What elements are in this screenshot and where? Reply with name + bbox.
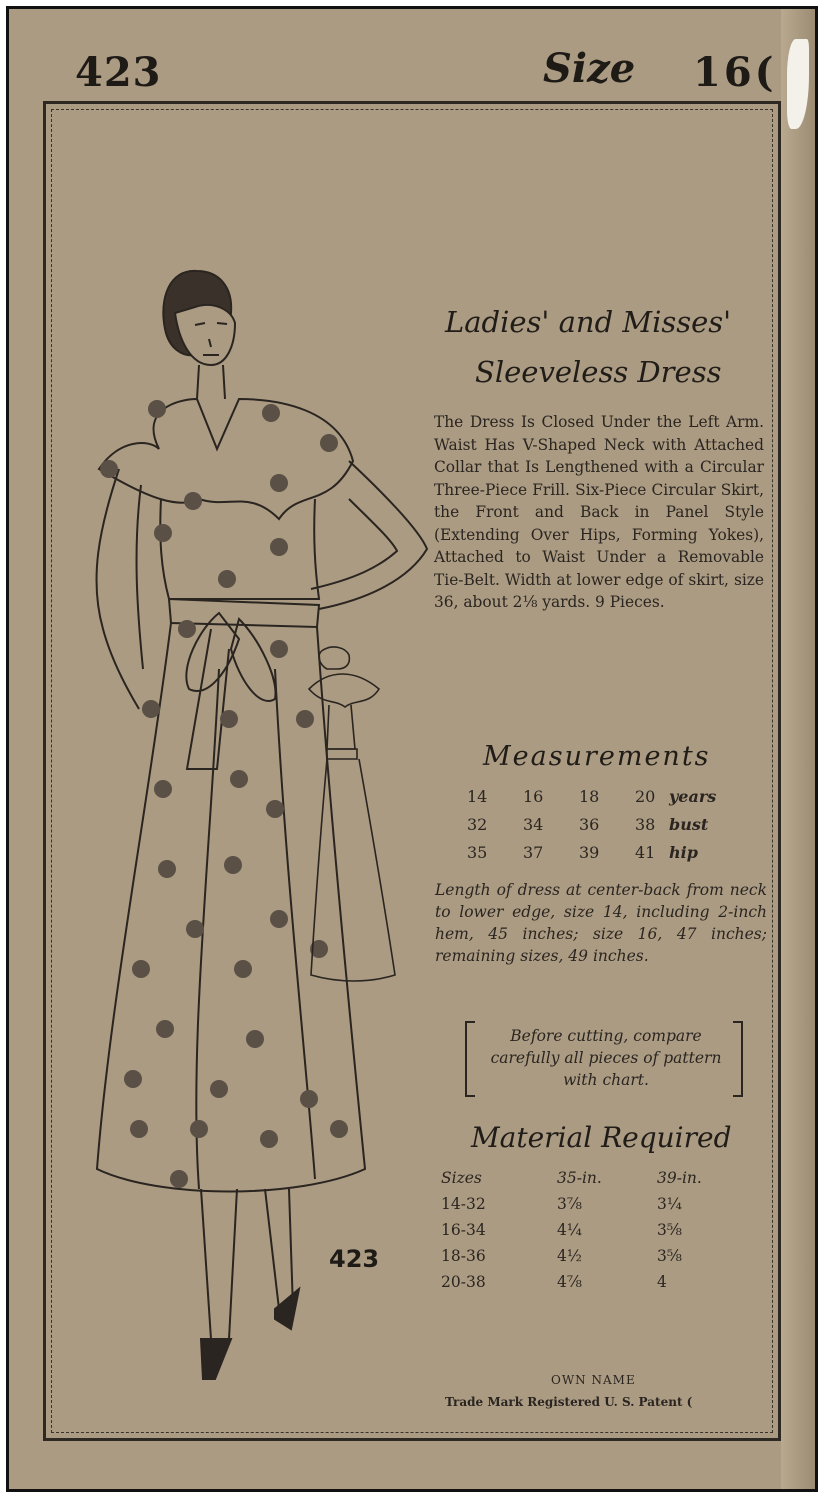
measurement-cell: 41 <box>635 842 656 862</box>
material-header: 35-in. <box>557 1169 602 1187</box>
material-cell: 20-38 <box>441 1273 486 1291</box>
measurement-cell: 37 <box>523 842 544 862</box>
material-row <box>441 1217 737 1243</box>
material-heading: Material Required <box>471 1121 732 1154</box>
cutting-note: Before cutting, compare carefully all pieces of pattern with chart. <box>490 1027 722 1089</box>
material-cell: 4¼ <box>557 1221 582 1239</box>
measurement-row <box>467 785 729 813</box>
length-note: Length of dress at center-back from neck to lower edge, size 14, including 2-inch hem, 45 inches; size 16, 47 inches; remaining sizes, 49 inches. <box>435 881 767 965</box>
pattern-description: The Dress Is Closed Under the Left Arm. Waist Has V-Shaped Neck with Attached Collar that Is Lengthened with a Circular Three-Piece Frill. Six-Piece Circular Skirt, the Front and Back in Panel Style (Extending Over Hips, Forming Yokes), Attached to Waist Under a Removable Tie-Belt. Width at lower edge of skirt, size 36, about 2⅛ yards. 9 Pieces. <box>434 413 764 611</box>
material-cell: 18-36 <box>441 1247 486 1265</box>
measurement-cell: 35 <box>467 842 488 862</box>
measurement-unit: bust <box>669 814 709 834</box>
title-line-2: Sleeveless Dress <box>475 355 722 389</box>
material-cell: 4 <box>657 1273 667 1291</box>
measurements-heading: Measurements <box>483 741 711 772</box>
material-cell: 16-34 <box>441 1221 486 1239</box>
material-cell: 3¼ <box>657 1195 682 1213</box>
measurement-cell: 16 <box>523 786 544 806</box>
trademark-label: Trade Mark Registered U. S. Patent ( <box>445 1395 693 1409</box>
pattern-number: 423 <box>75 49 162 96</box>
material-table <box>441 1165 737 1295</box>
material-row <box>441 1243 737 1269</box>
size-value: 16( <box>693 49 777 96</box>
measurement-cell: 34 <box>523 814 544 834</box>
measurements-table <box>467 785 729 869</box>
measurement-cell: 32 <box>467 814 488 834</box>
measurement-cell: 39 <box>579 842 600 862</box>
material-cell: 3⅞ <box>557 1195 582 1213</box>
measurement-cell: 36 <box>579 814 600 834</box>
material-header: Sizes <box>441 1169 482 1187</box>
measurement-unit: hip <box>669 842 698 862</box>
material-cell: 3⅝ <box>657 1247 682 1265</box>
measurement-cell: 38 <box>635 814 656 834</box>
material-row <box>441 1269 737 1295</box>
material-cell: 4½ <box>557 1247 582 1265</box>
own-name-label: OWN NAME <box>551 1373 636 1387</box>
material-cell: 14-32 <box>441 1195 486 1213</box>
material-header-row <box>441 1165 737 1191</box>
title-line-1: Ladies' and Misses' <box>445 305 732 339</box>
pattern-envelope <box>6 6 818 1492</box>
measurement-row <box>467 813 729 841</box>
measurement-cell: 14 <box>467 786 488 806</box>
figure-number: 423 <box>329 1245 380 1273</box>
material-row <box>441 1191 737 1217</box>
dress-illustration <box>79 249 439 1419</box>
measurement-unit: years <box>669 786 717 806</box>
measurement-cell: 20 <box>635 786 656 806</box>
cutting-note-box <box>465 1021 743 1097</box>
measurement-row <box>467 841 729 869</box>
torn-edge <box>781 9 815 1492</box>
size-label: Size <box>543 45 636 92</box>
material-cell: 4⅞ <box>557 1273 582 1291</box>
material-header: 39-in. <box>657 1169 702 1187</box>
measurement-cell: 18 <box>579 786 600 806</box>
material-cell: 3⅝ <box>657 1221 682 1239</box>
